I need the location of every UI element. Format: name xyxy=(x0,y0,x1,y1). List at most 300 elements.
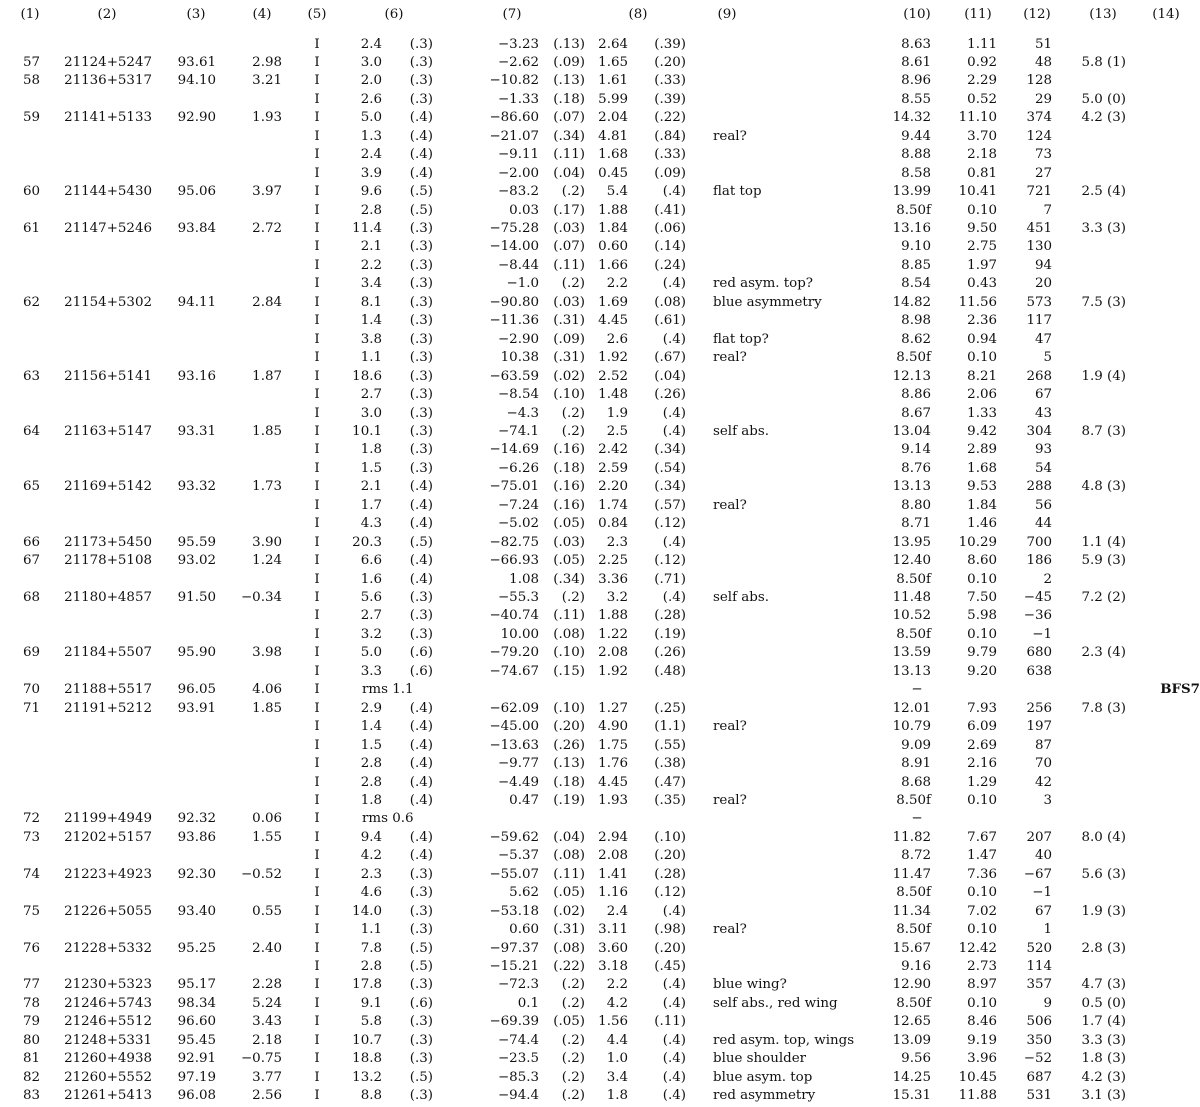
cell-tmb-err: (.3) xyxy=(409,1014,433,1030)
cell-tmb-err: (.4) xyxy=(409,516,433,532)
cell-b-value: 2.18 xyxy=(252,1032,282,1048)
cell-z-value: 2.75 xyxy=(967,239,997,255)
cell-index: 83 xyxy=(22,1088,40,1104)
cell-vlsr: −82.75 xyxy=(489,534,539,550)
cell-code: I xyxy=(314,571,320,587)
cell-width: 3.36 xyxy=(598,571,628,587)
cell-width: 3.4 xyxy=(606,1069,628,1085)
cell-l-value: 95.90 xyxy=(177,645,216,661)
cell-vlsr: −8.44 xyxy=(497,257,539,273)
table-row xyxy=(0,407,1200,425)
cell-vlsr-err: (.16) xyxy=(553,479,585,495)
cell-l-value: 95.17 xyxy=(177,977,216,993)
cell-tmb: 14.0 xyxy=(352,903,382,919)
cell-n-value: 3.3 (3) xyxy=(1081,1032,1126,1048)
cell-iras-name: 21154+5302 xyxy=(64,294,152,310)
cell-width: 2.04 xyxy=(598,110,628,126)
cell-vlsr-err: (.02) xyxy=(553,368,585,384)
cell-index: 57 xyxy=(22,54,40,70)
cell-vlsr: 1.08 xyxy=(509,571,539,587)
cell-width-err: (.26) xyxy=(654,645,686,661)
cell-h-value: 47 xyxy=(1034,331,1052,347)
cell-h-value: −67 xyxy=(1023,866,1052,882)
cell-comment: blue asym. top xyxy=(713,1069,813,1085)
cell-z-value: 7.50 xyxy=(967,590,997,605)
cell-z-value: 11.10 xyxy=(958,110,997,126)
cell-tmb: 9.1 xyxy=(360,995,382,1011)
cell-l-value: 98.34 xyxy=(177,995,216,1011)
cell-vlsr-err: (.10) xyxy=(553,387,585,403)
cell-b-value: 1.85 xyxy=(252,423,282,439)
cell-width: 1.56 xyxy=(598,1014,628,1030)
cell-tmb: 3.0 xyxy=(360,54,382,70)
cell-tmb-err: (.4) xyxy=(409,479,433,495)
cell-vlsr-err: (.11) xyxy=(553,257,585,273)
cell-vlsr: −55.3 xyxy=(497,590,539,605)
cell-width: 2.52 xyxy=(598,368,628,384)
cell-r-value: 8.63 xyxy=(901,36,931,52)
col-4-b-header: (4) xyxy=(252,7,272,22)
table-row xyxy=(0,517,1200,535)
cell-width-err: (.20) xyxy=(654,940,686,956)
cell-z-value: 0.10 xyxy=(967,202,997,218)
cell-width-err: (.09) xyxy=(654,165,686,181)
cell-comment: real? xyxy=(713,350,747,366)
cell-width-err: (.4) xyxy=(662,423,686,439)
cell-b-value: 3.77 xyxy=(252,1069,282,1085)
table-row xyxy=(0,720,1200,738)
cell-h-value: 70 xyxy=(1034,756,1052,772)
cell-h-value: 94 xyxy=(1034,257,1052,273)
cell-b-value: 2.72 xyxy=(252,221,282,236)
cell-h-value: −36 xyxy=(1023,608,1052,624)
table-row xyxy=(0,536,1200,554)
table-row xyxy=(0,1089,1200,1107)
cell-vlsr: −85.3 xyxy=(497,1069,539,1085)
cell-tmb-err: (.3) xyxy=(409,866,433,882)
table-row xyxy=(0,425,1200,443)
cell-iras-name: 21246+5512 xyxy=(64,1014,152,1030)
cell-vlsr: −97.37 xyxy=(489,940,539,956)
cell-z-value: 2.16 xyxy=(967,756,997,772)
cell-vlsr-err: (.31) xyxy=(553,922,585,938)
cell-width: 1.8 xyxy=(606,1088,628,1104)
col-6-tmb-header: (6) xyxy=(384,7,404,22)
cell-iras-name: 21260+4938 xyxy=(64,1051,152,1067)
cell-code: I xyxy=(314,36,320,52)
cell-vlsr: −21.07 xyxy=(489,128,539,144)
cell-width: 1.68 xyxy=(598,147,628,163)
cell-tmb: 2.7 xyxy=(360,608,382,624)
cell-r-value: 8.76 xyxy=(901,460,931,476)
cell-iras-name: 21136+5317 xyxy=(64,73,152,89)
cell-vlsr-err: (.2) xyxy=(561,184,585,200)
cell-code: I xyxy=(314,423,320,439)
cell-r-value: 12.65 xyxy=(892,1014,931,1030)
cell-vlsr: −5.02 xyxy=(497,516,539,532)
cell-b-value: 2.28 xyxy=(252,977,282,993)
cell-vlsr-err: (.08) xyxy=(553,626,585,642)
cell-z-value: 7.36 xyxy=(967,866,997,882)
cell-z-value: 8.60 xyxy=(967,553,997,569)
cell-vlsr-err: (.2) xyxy=(561,995,585,1011)
cell-z-value: 8.97 xyxy=(967,977,997,993)
cell-comment: red asym. top? xyxy=(713,276,813,292)
cell-code: I xyxy=(314,1014,320,1030)
cell-l-value: 94.11 xyxy=(177,294,216,310)
cell-z-value: 1.97 xyxy=(967,257,997,273)
cell-tmb: rms 0.6 xyxy=(362,811,414,827)
cell-width-err: (.47) xyxy=(654,774,686,790)
table-row xyxy=(0,314,1200,332)
cell-iras-name: 21156+5141 xyxy=(64,368,152,384)
cell-tmb: 7.8 xyxy=(360,940,382,956)
cell-width-err: (.39) xyxy=(654,36,686,52)
cell-vlsr: −11.36 xyxy=(489,313,539,329)
cell-tmb-err: (.5) xyxy=(409,959,433,974)
cell-tmb: 17.8 xyxy=(352,977,382,993)
cell-width: 2.5 xyxy=(606,423,628,439)
cell-n-value: 7.5 (3) xyxy=(1081,294,1126,310)
cell-r-value: 12.40 xyxy=(892,553,931,569)
table-row xyxy=(0,204,1200,222)
cell-r-value: 15.67 xyxy=(892,940,931,956)
cell-l-value: 92.30 xyxy=(177,866,216,882)
cell-width-err: (.11) xyxy=(654,1014,686,1030)
cell-h-value: 451 xyxy=(1026,221,1052,236)
cell-iras-name: 21260+5552 xyxy=(64,1069,152,1085)
cell-tmb-err: (.4) xyxy=(409,165,433,181)
cell-vlsr-err: (.08) xyxy=(553,848,585,864)
cell-h-value: 67 xyxy=(1034,387,1052,403)
cell-iras-name: 21188+5517 xyxy=(64,682,152,698)
cell-l-value: 96.05 xyxy=(177,682,216,698)
cell-code: I xyxy=(314,497,320,513)
cell-r-value: 9.09 xyxy=(901,737,931,753)
table-row xyxy=(0,757,1200,775)
cell-tmb: 1.3 xyxy=(360,128,382,144)
cell-z-value: 3.96 xyxy=(967,1051,997,1067)
cell-code: I xyxy=(314,110,320,126)
cell-width: 1.69 xyxy=(598,294,628,310)
cell-r-value: 12.90 xyxy=(892,977,931,993)
cell-r-value: − xyxy=(911,811,923,827)
cell-vlsr-err: (.26) xyxy=(553,737,585,753)
cell-r-value: 14.82 xyxy=(892,294,931,310)
cell-l-value: 94.10 xyxy=(177,73,216,89)
cell-r-value: 13.99 xyxy=(892,184,931,200)
cell-vlsr: −66.93 xyxy=(489,553,539,569)
cell-width: 1.88 xyxy=(598,608,628,624)
cell-b-value: −0.75 xyxy=(240,1051,282,1067)
cell-width: 2.08 xyxy=(598,848,628,864)
cell-h-value: 1 xyxy=(1043,922,1052,938)
cell-z-value: 0.94 xyxy=(967,331,997,347)
cell-width-err: (.12) xyxy=(654,516,686,532)
cell-tmb-err: (.3) xyxy=(409,54,433,70)
cell-r-value: 15.31 xyxy=(892,1088,931,1104)
cell-vlsr: −4.49 xyxy=(497,774,539,790)
table-row xyxy=(0,942,1200,960)
cell-r-value: 9.16 xyxy=(901,959,931,974)
cell-tmb-err: (.4) xyxy=(409,848,433,864)
cell-tmb-err: (.5) xyxy=(409,534,433,550)
cell-tmb-err: (.3) xyxy=(409,442,433,458)
cell-index: 81 xyxy=(22,1051,40,1067)
cell-vlsr-err: (.11) xyxy=(553,147,585,163)
cell-index: 80 xyxy=(22,1032,40,1048)
cell-h-value: 20 xyxy=(1034,276,1052,292)
cell-r-value: 8.71 xyxy=(901,516,931,532)
cell-tmb-err: (.3) xyxy=(409,1032,433,1048)
cell-index: 60 xyxy=(22,184,40,200)
cell-n-value: 2.5 (4) xyxy=(1081,184,1126,200)
cell-tmb: 8.1 xyxy=(360,294,382,310)
cell-b-value: −0.52 xyxy=(240,866,282,882)
table-row xyxy=(0,868,1200,886)
cell-n-value: 1.7 (4) xyxy=(1081,1014,1126,1030)
cell-tmb: 2.6 xyxy=(360,91,382,107)
cell-tmb-err: (.6) xyxy=(409,663,433,679)
table-row xyxy=(0,794,1200,812)
cell-tmb-err: (.6) xyxy=(409,995,433,1011)
table-row xyxy=(0,130,1200,148)
cell-vlsr: −72.3 xyxy=(497,977,539,993)
cell-width: 2.20 xyxy=(598,479,628,495)
cell-l-value: 92.90 xyxy=(177,110,216,126)
cell-r-value: 8.50f xyxy=(896,885,931,901)
cell-b-value: 5.24 xyxy=(252,995,282,1011)
cell-vlsr: −15.21 xyxy=(489,959,539,974)
cell-width: 2.2 xyxy=(606,977,628,993)
cell-l-value: 96.08 xyxy=(177,1088,216,1104)
cell-width-err: (.06) xyxy=(654,221,686,236)
cell-vlsr: −14.69 xyxy=(489,442,539,458)
cell-z-value: 12.42 xyxy=(958,940,997,956)
cell-iras-name: 21223+4923 xyxy=(64,866,152,882)
table-row xyxy=(0,812,1200,830)
cell-width: 1.22 xyxy=(598,626,628,642)
cell-width: 1.9 xyxy=(606,405,628,421)
cell-z-value: 0.10 xyxy=(967,995,997,1011)
cell-index: 77 xyxy=(22,977,40,993)
cell-tmb-err: (.3) xyxy=(409,350,433,366)
cell-tmb: 3.0 xyxy=(360,405,382,421)
cell-vlsr: −90.80 xyxy=(489,294,539,310)
cell-tmb: rms 1.1 xyxy=(362,682,414,698)
cell-width: 0.84 xyxy=(598,516,628,532)
cell-l-value: 93.84 xyxy=(177,221,216,236)
cell-l-value: 93.40 xyxy=(177,903,216,919)
cell-index: 72 xyxy=(22,811,40,827)
cell-width: 3.60 xyxy=(598,940,628,956)
table-row xyxy=(0,739,1200,757)
cell-code: I xyxy=(314,239,320,255)
cell-h-value: 67 xyxy=(1034,903,1052,919)
cell-vlsr: −63.59 xyxy=(489,368,539,384)
cell-width-err: (.10) xyxy=(654,829,686,845)
table-row xyxy=(0,443,1200,461)
cell-vlsr: −23.5 xyxy=(497,1051,539,1067)
cell-width-err: (.4) xyxy=(662,977,686,993)
cell-code: I xyxy=(314,128,320,144)
cell-index: 66 xyxy=(22,534,40,550)
cell-r-value: 12.13 xyxy=(892,368,931,384)
cell-z-value: 2.73 xyxy=(967,959,997,974)
cell-comment: self abs. xyxy=(713,423,769,439)
cell-h-value: 128 xyxy=(1026,73,1052,89)
col-14-notes-header: (14) xyxy=(1152,7,1180,22)
cell-z-value: 2.18 xyxy=(967,147,997,163)
cell-r-value: 8.61 xyxy=(901,54,931,70)
cell-vlsr-err: (.16) xyxy=(553,442,585,458)
cell-tmb-err: (.3) xyxy=(409,221,433,236)
cell-code: I xyxy=(314,1032,320,1048)
cell-z-value: 11.88 xyxy=(958,1088,997,1104)
cell-index: 64 xyxy=(22,423,40,439)
cell-index: 69 xyxy=(22,645,40,661)
cell-tmb-err: (.3) xyxy=(409,239,433,255)
cell-z-value: 11.56 xyxy=(958,294,997,310)
cell-vlsr: −14.00 xyxy=(489,239,539,255)
cell-n-value: 7.8 (3) xyxy=(1081,700,1126,716)
cell-iras-name: 21226+5055 xyxy=(64,903,152,919)
cell-width: 5.99 xyxy=(598,91,628,107)
cell-width: 1.92 xyxy=(598,350,628,366)
cell-vlsr-err: (.02) xyxy=(553,903,585,919)
cell-code: I xyxy=(314,756,320,772)
cell-r-value: 8.55 xyxy=(901,91,931,107)
cell-code: I xyxy=(314,848,320,864)
cell-vlsr-err: (.2) xyxy=(561,590,585,605)
cell-r-value: 14.32 xyxy=(892,110,931,126)
table-row xyxy=(0,93,1200,111)
cell-z-value: 1.84 xyxy=(967,497,997,513)
cell-n-value: 0.5 (0) xyxy=(1081,995,1126,1011)
cell-l-value: 95.59 xyxy=(177,534,216,550)
cell-vlsr: −74.1 xyxy=(497,423,539,439)
cell-r-value: 8.50f xyxy=(896,792,931,808)
cell-h-value: 197 xyxy=(1026,719,1052,735)
cell-vlsr-err: (.18) xyxy=(553,91,585,107)
cell-vlsr: −2.00 xyxy=(497,165,539,181)
cell-tmb-err: (.5) xyxy=(409,202,433,218)
cell-n-value: 3.1 (3) xyxy=(1081,1088,1126,1104)
cell-z-value: 7.93 xyxy=(967,700,997,716)
cell-width-err: (.08) xyxy=(654,294,686,310)
cell-h-value: 256 xyxy=(1026,700,1052,716)
cell-tmb-err: (.4) xyxy=(409,147,433,163)
cell-tmb: 1.7 xyxy=(360,497,382,513)
cell-vlsr-err: (.2) xyxy=(561,1051,585,1067)
cell-code: I xyxy=(314,184,320,200)
table-row xyxy=(0,665,1200,683)
cell-width-err: (.25) xyxy=(654,700,686,716)
cell-code: I xyxy=(314,645,320,661)
cell-z-value: 9.79 xyxy=(967,645,997,661)
cell-index: 75 xyxy=(22,903,40,919)
cell-width: 0.60 xyxy=(598,239,628,255)
cell-code: I xyxy=(314,294,320,310)
cell-vlsr: −86.60 xyxy=(489,110,539,126)
cell-vlsr: −59.62 xyxy=(489,829,539,845)
cell-tmb-err: (.5) xyxy=(409,184,433,200)
cell-index: 71 xyxy=(22,700,40,716)
cell-h-value: 638 xyxy=(1026,663,1052,679)
cell-z-value: 1.47 xyxy=(967,848,997,864)
cell-r-value: 8.50f xyxy=(896,626,931,642)
cell-comment: real? xyxy=(713,719,747,735)
cell-vlsr-err: (.13) xyxy=(553,756,585,772)
cell-index: 63 xyxy=(22,368,40,384)
cell-tmb: 2.9 xyxy=(360,700,382,716)
cell-tmb-err: (.4) xyxy=(409,756,433,772)
cell-code: I xyxy=(314,221,320,236)
cell-b-value: 1.93 xyxy=(252,110,282,126)
cell-vlsr-err: (.18) xyxy=(553,774,585,790)
cell-tmb-err: (.3) xyxy=(409,276,433,292)
cell-z-value: 2.69 xyxy=(967,737,997,753)
cell-z-value: 0.10 xyxy=(967,350,997,366)
cell-z-value: 10.41 xyxy=(958,184,997,200)
cell-tmb-err: (.4) xyxy=(409,792,433,808)
col-7-vlsr-header: (7) xyxy=(502,7,522,22)
cell-index: 67 xyxy=(22,553,40,569)
cell-h-value: 43 xyxy=(1034,405,1052,421)
cell-r-value: 13.95 xyxy=(892,534,931,550)
cell-code: I xyxy=(314,460,320,476)
cell-r-value: 14.25 xyxy=(892,1069,931,1085)
cell-width-err: (.54) xyxy=(654,460,686,476)
cell-code: I xyxy=(314,608,320,624)
cell-code: I xyxy=(314,165,320,181)
cell-comment: real? xyxy=(713,497,747,513)
cell-width: 2.42 xyxy=(598,442,628,458)
cell-width: 2.64 xyxy=(598,36,628,52)
cell-tmb: 4.3 xyxy=(360,516,382,532)
cell-vlsr: −7.24 xyxy=(497,497,539,513)
cell-h-value: 721 xyxy=(1026,184,1052,200)
cell-h-value: 56 xyxy=(1034,497,1052,513)
cell-width-err: (.33) xyxy=(654,147,686,163)
cell-iras-name: 21246+5743 xyxy=(64,995,152,1011)
cell-b-value: 2.40 xyxy=(252,940,282,956)
cell-note: BFS7 xyxy=(1160,681,1200,698)
cell-tmb-err: (.3) xyxy=(409,36,433,52)
cell-h-value: 687 xyxy=(1026,1069,1052,1085)
cell-l-value: 97.19 xyxy=(177,1069,216,1085)
cell-width-err: (.24) xyxy=(654,257,686,273)
cell-h-value: 44 xyxy=(1034,516,1052,532)
cell-vlsr: −40.74 xyxy=(489,608,539,624)
cell-tmb: 10.7 xyxy=(352,1032,382,1048)
cell-vlsr-err: (.2) xyxy=(561,1032,585,1048)
cell-code: I xyxy=(314,829,320,845)
table-row xyxy=(0,56,1200,74)
cell-code: I xyxy=(314,866,320,882)
cell-width-err: (.55) xyxy=(654,737,686,753)
cell-b-value: 3.21 xyxy=(252,73,282,89)
cell-tmb: 2.3 xyxy=(360,866,382,882)
cell-width: 5.4 xyxy=(606,184,628,200)
cell-width-err: (.20) xyxy=(654,54,686,70)
table-row xyxy=(0,997,1200,1015)
cell-code: I xyxy=(314,959,320,974)
cell-vlsr-err: (.07) xyxy=(553,110,585,126)
cell-vlsr: −10.82 xyxy=(489,73,539,89)
cell-width: 2.59 xyxy=(598,460,628,476)
cell-tmb-err: (.3) xyxy=(409,885,433,901)
